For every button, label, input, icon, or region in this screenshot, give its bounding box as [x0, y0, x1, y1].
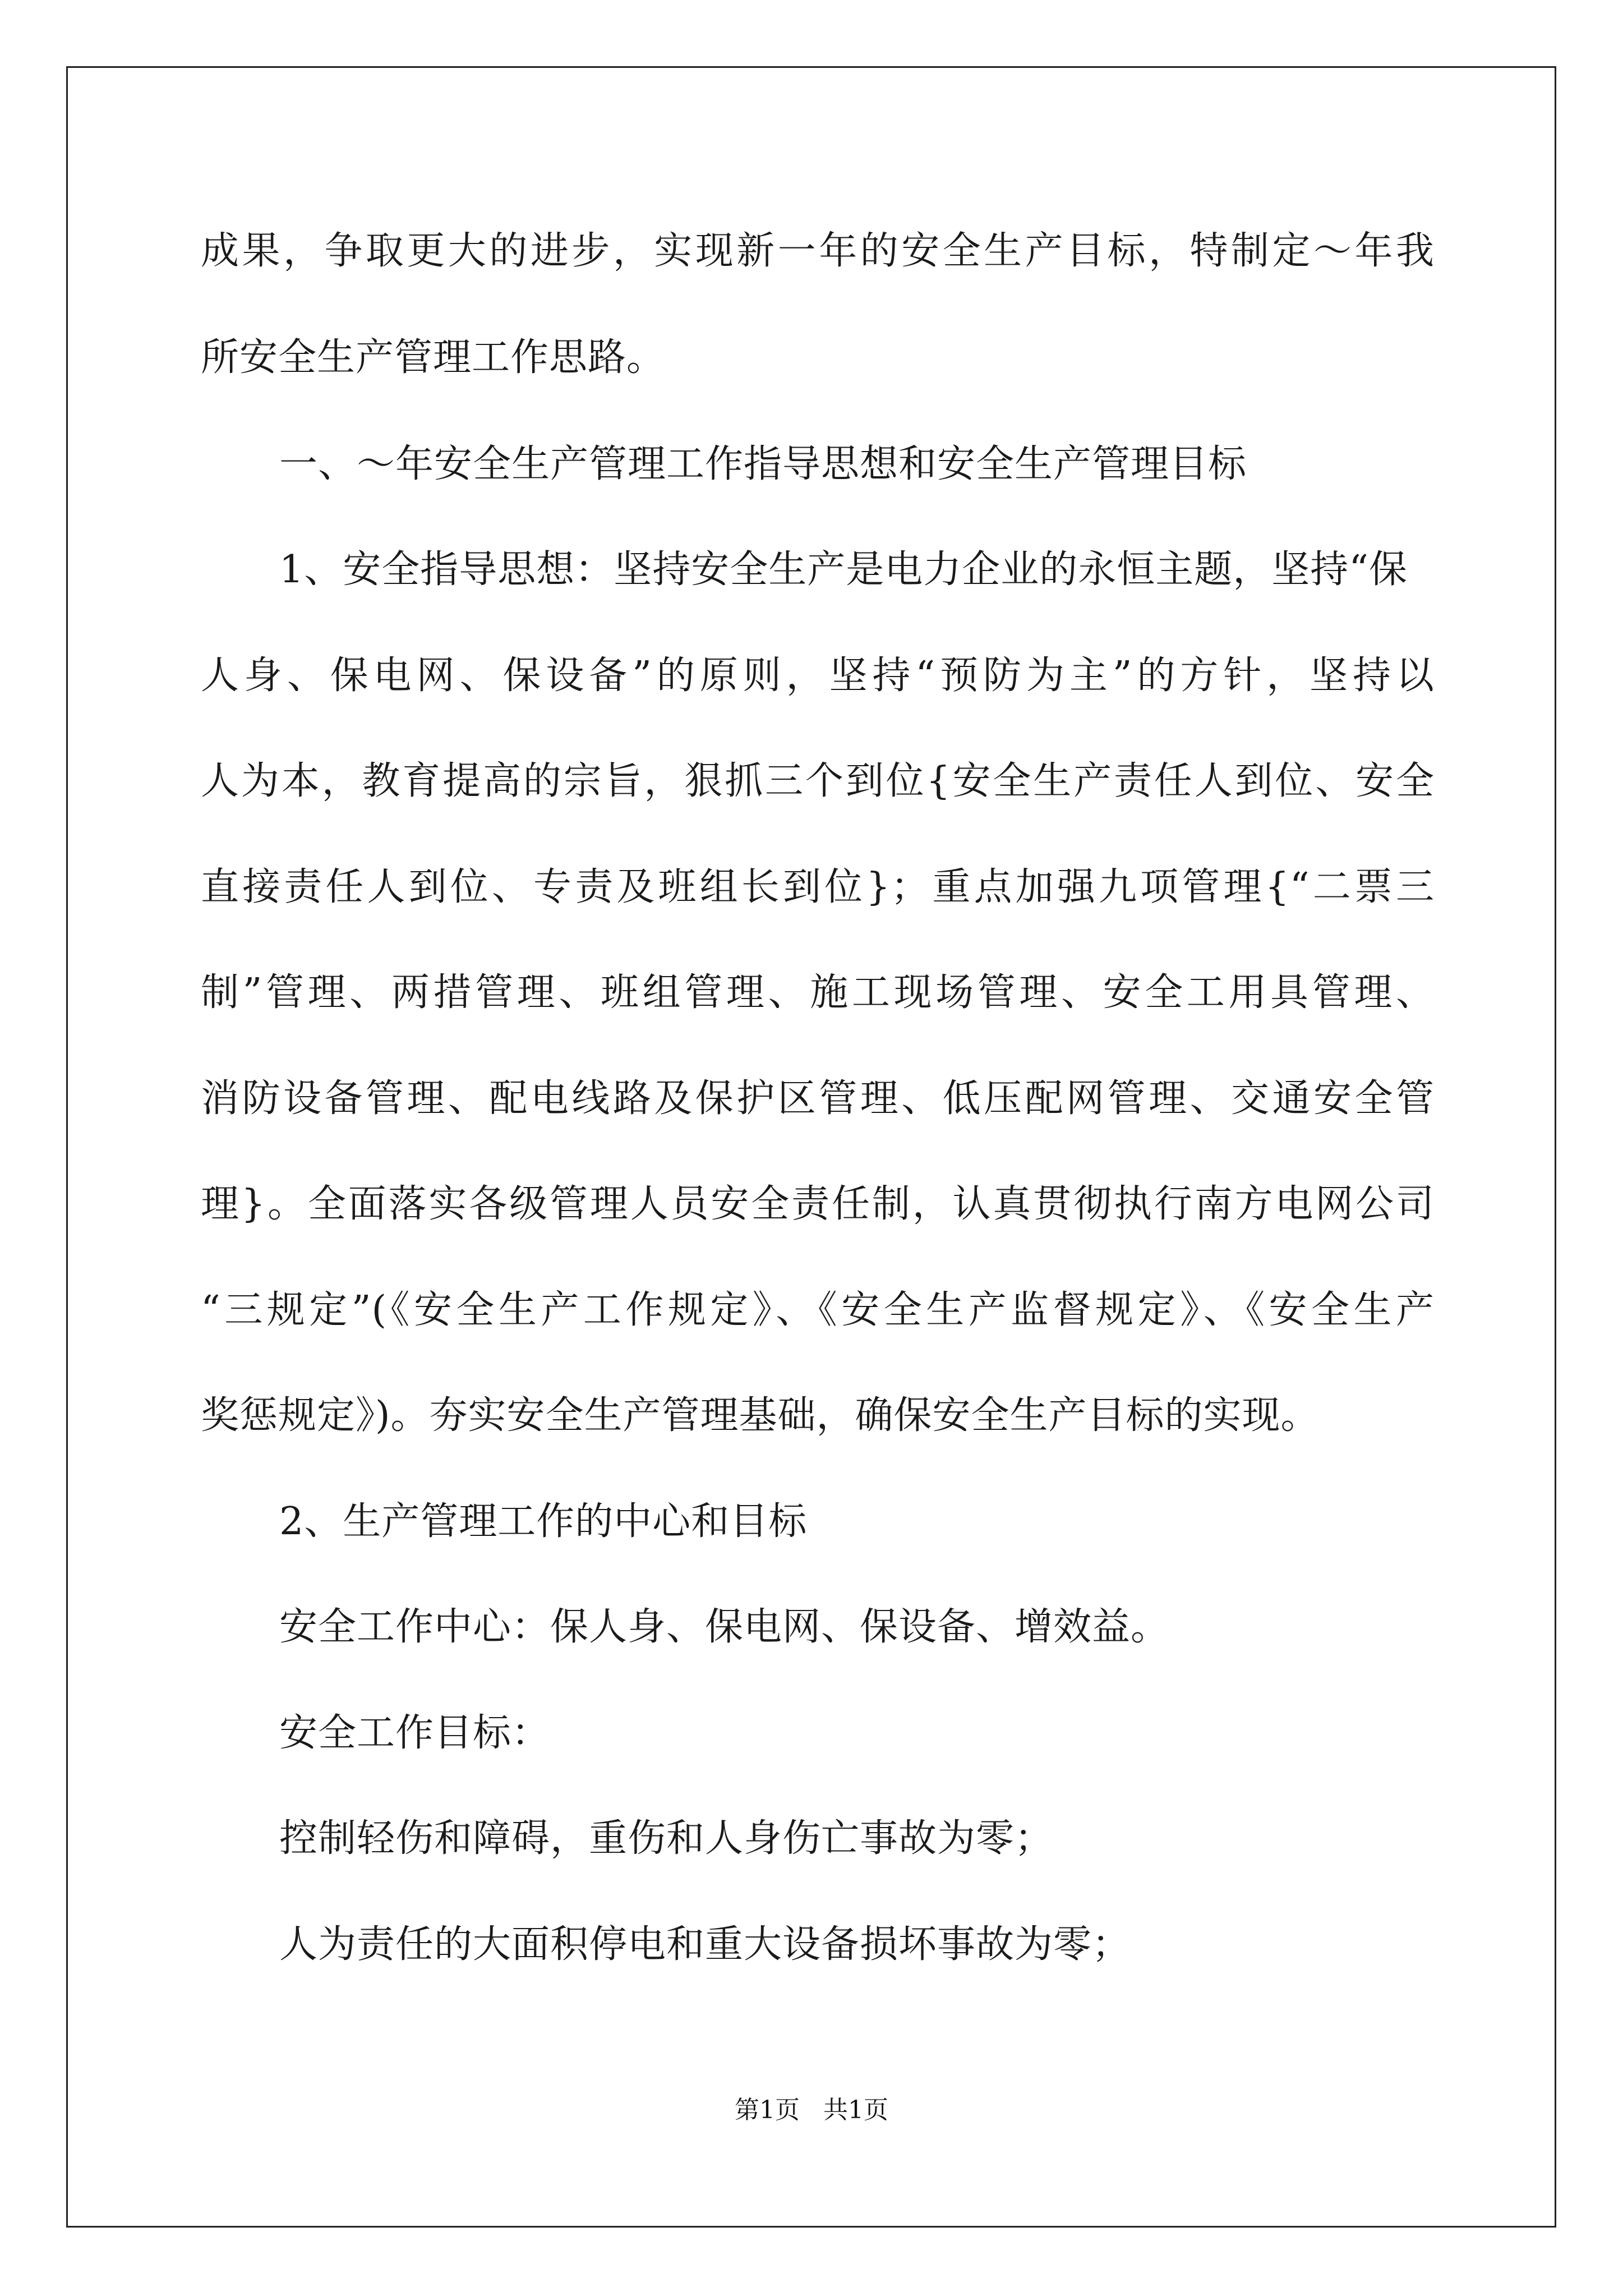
- section-heading-2: 2、生产管理工作的中心和目标: [279, 1499, 808, 1544]
- text-line-1: 成果，争取更大的进步，实现新一年的安全生产目标，特制定～年我: [201, 229, 1435, 273]
- text-line-5: 人身、保电网、保设备”的原则，坚持“预防为主”的方针，坚持以: [201, 654, 1435, 698]
- text-line-11: “三规定”(《安全生产工作规定》、《安全生产监督规定》、《安全生产: [201, 1288, 1435, 1332]
- text-line-17: 人为责任的大面积停电和重大设备损坏事故为零；: [279, 1922, 1131, 1967]
- text-line-8: 制”管理、两措管理、班组管理、施工现场管理、安全工用具管理、: [201, 970, 1435, 1015]
- text-line-15: 安全工作目标：: [279, 1711, 551, 1755]
- text-line-14: 安全工作中心：保人身、保电网、保设备、增效益。: [279, 1605, 1170, 1649]
- page-footer: 第1页 共1页: [735, 2096, 888, 2124]
- text-line-2: 所安全生产管理工作思路。: [201, 335, 666, 380]
- text-line-16: 控制轻伤和障碍，重伤和人身伤亡事故为零；: [279, 1816, 1054, 1861]
- text-line-6: 人为本，教育提高的宗旨，狠抓三个到位{安全生产责任人到位、安全: [201, 759, 1435, 803]
- text-line-7: 直接责任人到位、专责及班组长到位}；重点加强九项管理{“二票三: [201, 865, 1435, 909]
- text-line-9: 消防设备管理、配电线路及保护区管理、低压配网管理、交通安全管: [201, 1076, 1435, 1121]
- text-line-4: 1、安全指导思想：坚持安全生产是电力企业的永恒主题，坚持“保: [279, 547, 1408, 592]
- page-border: [66, 66, 1556, 2228]
- section-heading-1: 一、～年安全生产管理工作指导思想和安全生产管理目标: [279, 442, 1247, 486]
- text-line-10: 理}。全面落实各级管理人员安全责任制，认真贯彻执行南方电网公司: [201, 1182, 1435, 1226]
- text-line-12: 奖惩规定》)。夯实安全生产管理基础，确保安全生产目标的实现。: [201, 1393, 1320, 1438]
